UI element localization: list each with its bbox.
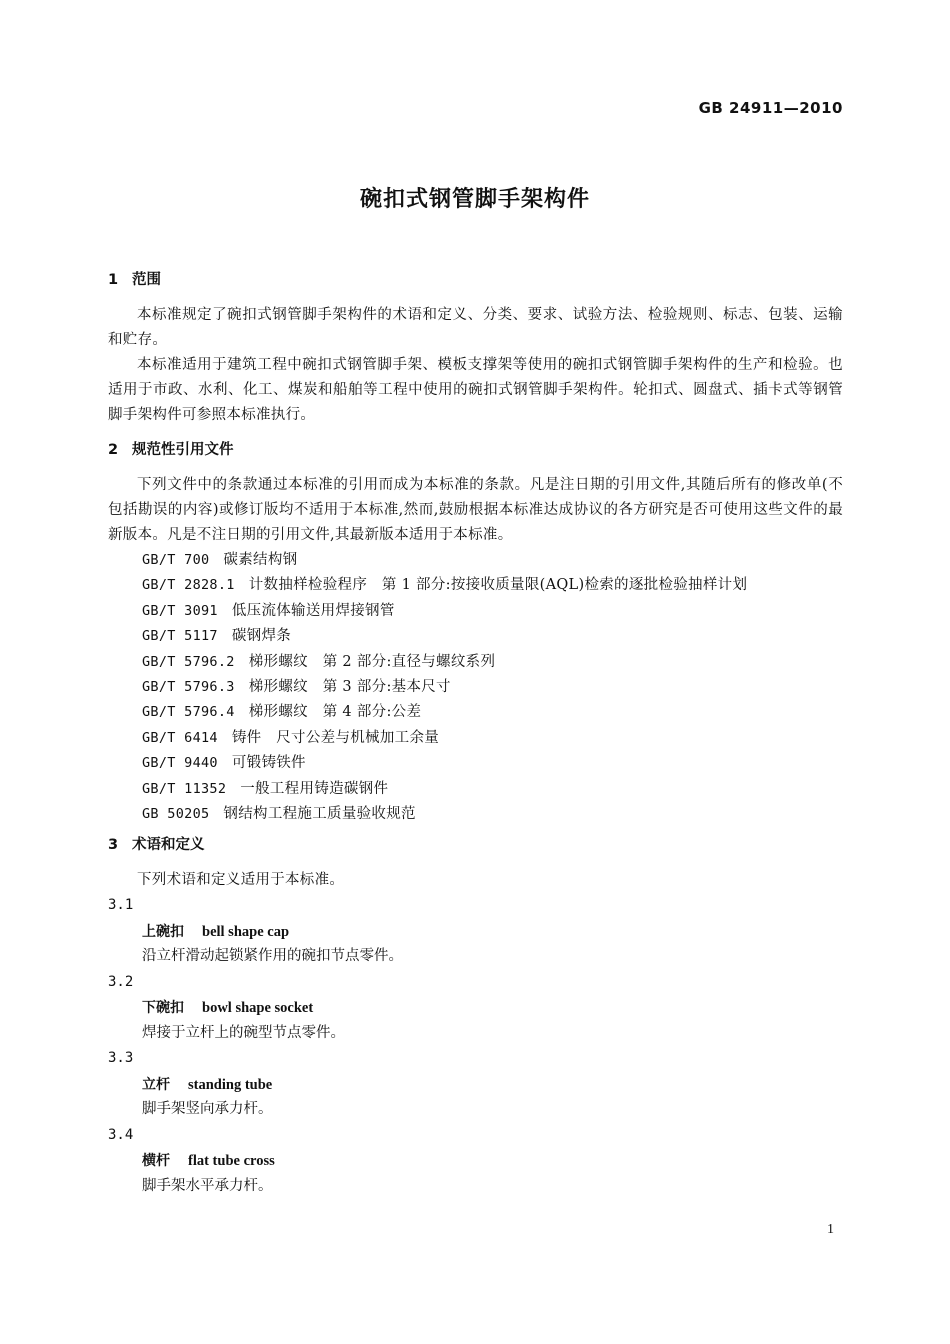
section-heading-scope: [108, 268, 843, 293]
paragraph: 下列文件中的条款通过本标准的引用而成为本标准的条款。凡是注日期的引用文件,其随后所有的修改单(不包括勘误的内容)或修订版均不适用于本标准,然而,鼓励根据本标准达成协议的各方研究是否可使用这些文件的最新版本。凡是不注日期的引用文件,其最新版本适用于本标准。: [108, 477, 843, 543]
section-number: 2: [108, 442, 119, 458]
section-title: 范围: [132, 272, 161, 288]
term-zh: 下碗扣: [142, 1000, 184, 1017]
section-title: 术语和定义: [132, 837, 205, 854]
reference-title: 钢结构工程施工质量验收规范: [223, 805, 416, 822]
reference-code: GB/T 5117: [142, 628, 218, 645]
clause-number: 3.2: [108, 973, 134, 990]
reference-title: 一般工程用铸造碳钢件: [240, 780, 389, 797]
term-en: bowl shape socket: [202, 1000, 314, 1017]
reference-title: 碳钢焊条: [231, 628, 292, 645]
term-definition: 脚手架竖向承力杆。: [142, 1101, 273, 1118]
paragraph: 下列术语和定义适用于本标准。: [137, 872, 345, 889]
term-entry: [142, 919, 843, 945]
reference-item: [142, 599, 843, 624]
section-number: 1: [108, 272, 119, 288]
term-zh: 上碗扣: [142, 923, 184, 940]
term-definition: 脚手架水平承力杆。: [142, 1177, 273, 1194]
paragraph: 本标准规定了碗扣式钢管脚手架构件的术语和定义、分类、要求、试验方法、检验规则、标志、包装、运输和贮存。: [108, 307, 843, 348]
reference-code: GB/T 5796.4: [142, 704, 235, 721]
reference-title: 计数抽样检验程序 第 1 部分:按接收质量限(AQL)检索的逐批检验抽样计划: [248, 577, 748, 594]
standard-code: GB 24911—2010: [698, 99, 843, 117]
reference-item: [142, 675, 843, 700]
reference-title: 梯形螺纹 第 4 部分:公差: [248, 704, 422, 721]
reference-item: [142, 650, 843, 675]
paragraph: 本标准适用于建筑工程中碗扣式钢管脚手架、模板支撑架等使用的碗扣式钢管脚手架构件的生产和检验。也适用于市政、水利、化工、煤炭和船舶等工程中使用的碗扣式钢管脚手架构件。轮扣式、圆盘式、插卡式等钢管脚手架构件可参照本标准执行。: [108, 357, 843, 423]
term-entry: [142, 1148, 843, 1174]
reference-title: 碳素结构钢: [223, 552, 298, 568]
reference-code: GB/T 2828.1: [142, 577, 235, 594]
reference-code: GB/T 5796.2: [142, 653, 235, 670]
term-en: standing tube: [188, 1076, 273, 1093]
clause-number: 3.3: [108, 1050, 134, 1067]
reference-code: GB/T 11352: [142, 780, 227, 797]
term-en: flat tube cross: [188, 1153, 275, 1170]
reference-item: [142, 726, 843, 751]
reference-item: [142, 624, 843, 649]
clause-number: 3.4: [108, 1126, 134, 1143]
reference-item: [142, 573, 843, 598]
term-definition: 沿立杆滑动起锁紧作用的碗扣节点零件。: [142, 948, 403, 965]
reference-code: GB/T 5796.3: [142, 678, 235, 695]
page-number: 1: [827, 1222, 834, 1237]
reference-item: [142, 751, 843, 776]
term-entry: [142, 1072, 843, 1098]
section-heading-terms-definitions: [108, 833, 843, 858]
reference-item: [142, 802, 843, 827]
reference-title: 低压流体输送用焊接钢管: [231, 602, 395, 619]
clause-number: 3.1: [108, 897, 134, 914]
reference-code: GB/T 6414: [142, 729, 218, 746]
reference-item: [142, 548, 843, 573]
term-entry: [142, 995, 843, 1021]
reference-title: 梯形螺纹 第 2 部分:直径与螺纹系列: [248, 653, 496, 670]
section-heading-normative-references: [108, 438, 843, 463]
reference-list: [108, 548, 843, 827]
document-body: [108, 268, 843, 1199]
reference-item: [142, 777, 843, 802]
reference-code: GB/T 700: [142, 552, 210, 568]
reference-title: 可锻铸铁件: [231, 755, 306, 772]
section-title: 规范性引用文件: [132, 442, 234, 458]
reference-code: GB 50205: [142, 805, 210, 822]
term-zh: 横杆: [142, 1153, 170, 1170]
term-definition: 焊接于立杆上的碗型节点零件。: [142, 1024, 345, 1041]
section-number: 3: [108, 837, 119, 854]
reference-code: GB/T 3091: [142, 602, 218, 619]
term-en: bell shape cap: [202, 923, 290, 940]
reference-item: [142, 700, 843, 725]
document-title: 碗扣式钢管脚手架构件: [359, 187, 590, 212]
term-zh: 立杆: [142, 1076, 170, 1093]
reference-title: 梯形螺纹 第 3 部分:基本尺寸: [248, 678, 451, 695]
reference-code: GB/T 9440: [142, 755, 218, 772]
reference-title: 铸件 尺寸公差与机械加工余量: [231, 729, 440, 746]
